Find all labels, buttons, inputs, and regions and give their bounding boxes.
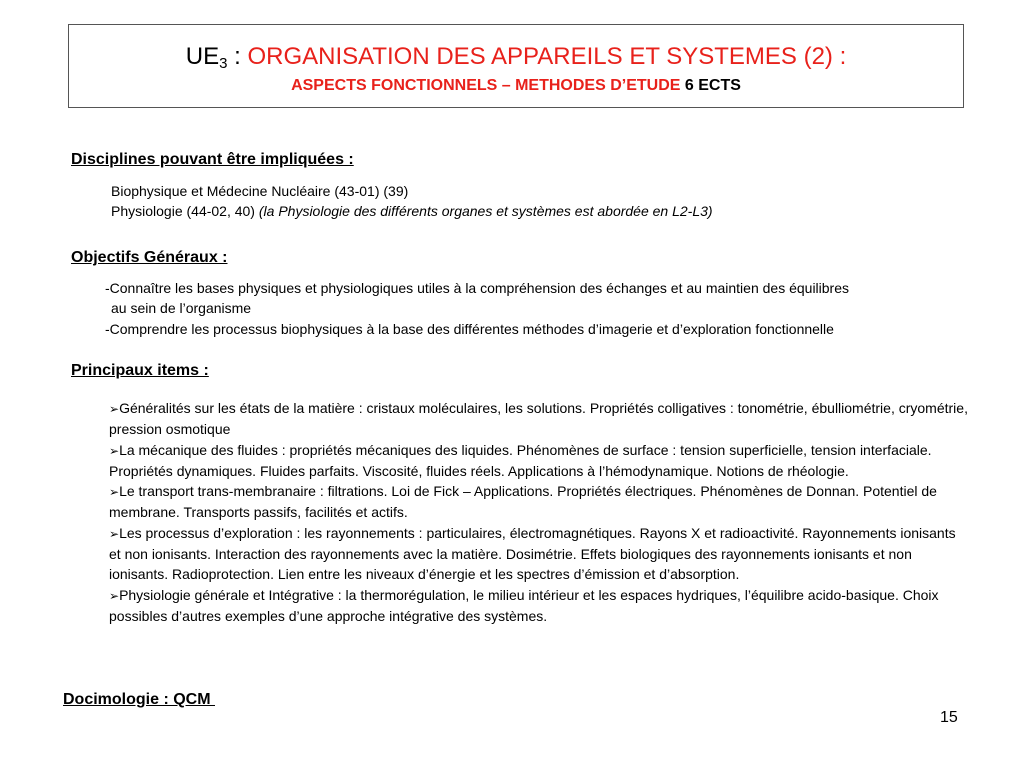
subtitle-credits: 6 ECTS [680, 77, 741, 94]
slide-subtitle [69, 76, 963, 96]
title-main: ORGANISATION DES APPAREILS ET SYSTEMES (2) : [247, 43, 847, 70]
list-item-text: Généralités sur les états de la matière : cristaux moléculaires, les solutions. Propriétés colligatives : tonométrie, ébulliométrie, cryométrie, pression osmotique [109, 400, 968, 438]
title-prefix: UE [185, 43, 220, 70]
list-item-text: Physiologie générale et Intégrative : la thermorégulation, le milieu intérieur et les espaces hydriques, l’équilibre acido-basique. Choix possibles d’autres exemples d’une approche intégrative des systèmes. [109, 586, 939, 624]
arrow-bullet-icon: ➢ [109, 588, 120, 603]
arrow-bullet-icon: ➢ [109, 402, 120, 416]
list-item [109, 398, 969, 440]
objectifs-line-2: au sein de l’organisme [111, 300, 252, 316]
slide-title [69, 42, 963, 72]
objectifs-line-3: -Comprendre les processus biophysiques à la base des différentes méthodes d’imagerie et d’exploration fonctionnelle [105, 321, 834, 337]
disciplines-line-2-normal: Physiologie (44-02, 40) [111, 203, 259, 219]
arrow-bullet-icon: ➢ [109, 485, 120, 500]
items-list [109, 398, 969, 626]
arrow-bullet-icon: ➢ [109, 526, 120, 541]
subtitle-text: ASPECTS FONCTIONNELS – METHODES D’ETUDE [291, 77, 681, 94]
disciplines-heading: Disciplines pouvant être impliquées : [71, 151, 354, 168]
list-item [109, 523, 969, 585]
objectifs-heading: Objectifs Généraux : [71, 249, 228, 266]
disciplines-line-2-italic: (la Physiologie des différents organes et systèmes est abordée en L2-L3) [258, 203, 713, 219]
title-box [68, 24, 964, 108]
items-heading: Principaux items : [71, 362, 209, 379]
arrow-bullet-icon: ➢ [109, 443, 120, 458]
list-item [109, 585, 969, 627]
page-number: 15 [940, 709, 958, 726]
objectifs-line-1: -Connaître les bases physiques et physiologiques utiles à la compréhension des échanges et au maintien des équilibres [105, 280, 850, 296]
disciplines-line-1: Biophysique et Médecine Nucléaire (43-01) (39) [111, 183, 409, 199]
title-separator: : [227, 43, 248, 70]
disciplines-line-2 [111, 202, 713, 220]
list-item [109, 481, 969, 523]
list-item [109, 440, 969, 482]
title-subscript: 3 [219, 55, 228, 72]
list-item-text: La mécanique des fluides : propriétés mécaniques des liquides. Phénomènes de surface : tension superficielle, tension interfaciale. Propriétés dynamiques. Fluides parfaits. Viscosité, fluides réels. Applications à l’hémodynamique. Notions de rhéologie. [109, 441, 932, 479]
list-item-text: Les processus d’exploration : les rayonnements : particulaires, électromagnétiques. Rayons X et radioactivité. Rayonnements ionisants et non ionisants. Interaction des rayonnements avec la matière. Dosimétrie. Effets biologiques des rayonnements ionisants et non ionisants. Radioprotection. Lien entre les niveaux d’énergie et les spectres d’émission et d’absorption. [109, 524, 956, 583]
list-item-text: Le transport trans-membranaire : filtrations. Loi de Fick – Applications. Propriétés électriques. Phénomènes de Donnan. Potentiel de membrane. Transports passifs, facilités et actifs. [109, 483, 937, 521]
docimologie-heading: Docimologie : QCM [63, 691, 215, 708]
